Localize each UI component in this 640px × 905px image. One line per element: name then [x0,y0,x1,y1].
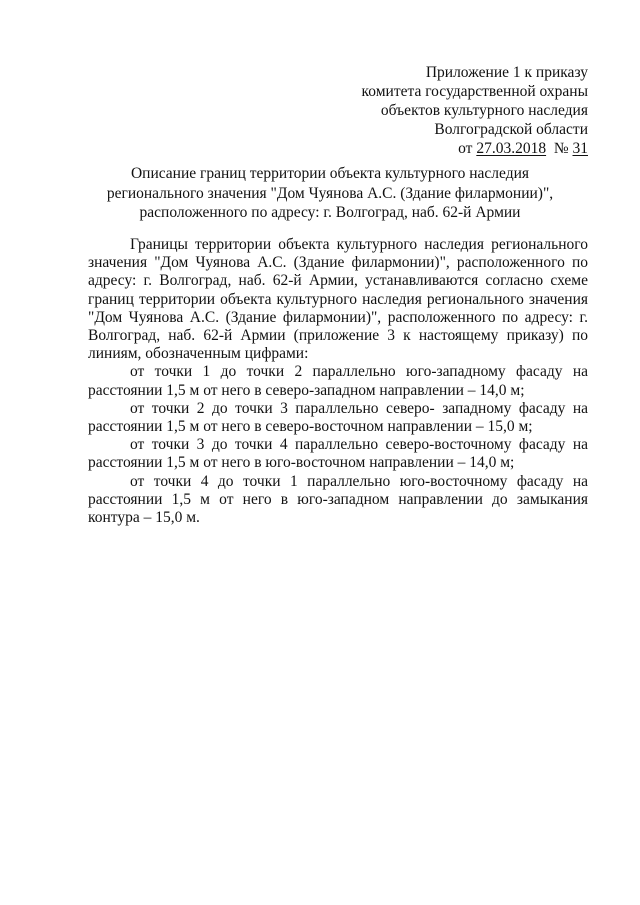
order-date: 27.03.2018 [476,140,547,157]
segment-4-paragraph: от точки 4 до точки 1 параллельно юго-восточному фасаду на расстоянии 1,5 м от него в юго-западном направлении до замыкания контура – 15,0 м. [88,472,588,527]
document-body [88,236,588,527]
appendix-line-3: объектов культурного наследия [380,102,588,119]
number-prefix: № [553,140,569,157]
appendix-line-1: Приложение 1 к приказу [425,64,588,81]
appendix-header [268,63,588,158]
segment-1-paragraph: от точки 1 до точки 2 параллельно юго-западному фасаду на расстоянии 1,5 м от него в северо-западном направлении – 14,0 м; [88,363,588,399]
date-prefix: от [458,140,477,157]
intro-paragraph: Границы территории объекта культурного наследия регионального значения "Дом Чуянова А.С. (Здание филармонии)", расположенного по адресу: г. Волгоград, наб. 62-й Армии, устанавливаются согласно схеме границ территории объекта культурного наследия регионального значения "Дом Чуянова А.С. (Здание филармонии)", расположенного по адресу: г. Волгоград, наб. 62-й Армии (приложение 3 к настоящему приказу) по линиям, обозначенным цифрами: [88,236,588,363]
appendix-line-4: Волгоградской области [434,121,588,138]
title-line-1: Описание границ территории объекта культурного наследия [130,165,530,182]
document-title [60,164,600,223]
segment-2-paragraph: от точки 2 до точки 3 параллельно северо- западному фасаду на расстоянии 1,5 м от него в северо-восточном направлении – 15,0 м; [88,399,588,436]
title-line-2: регионального значения "Дом Чуянова А.С. (Здание филармонии)", [106,184,554,202]
title-line-3: расположенного по адресу: г. Волгоград, наб. 62-й Армии [139,204,521,221]
segment-3-paragraph: от точки 3 до точки 4 параллельно северо-восточному фасаду на расстоянии 1,5 м от него в юго-восточном направлении – 14,0 м; [88,436,588,472]
order-number: 31 [572,140,588,157]
appendix-date-line [268,139,588,158]
appendix-line-2: комитета государственной охраны [361,83,588,100]
